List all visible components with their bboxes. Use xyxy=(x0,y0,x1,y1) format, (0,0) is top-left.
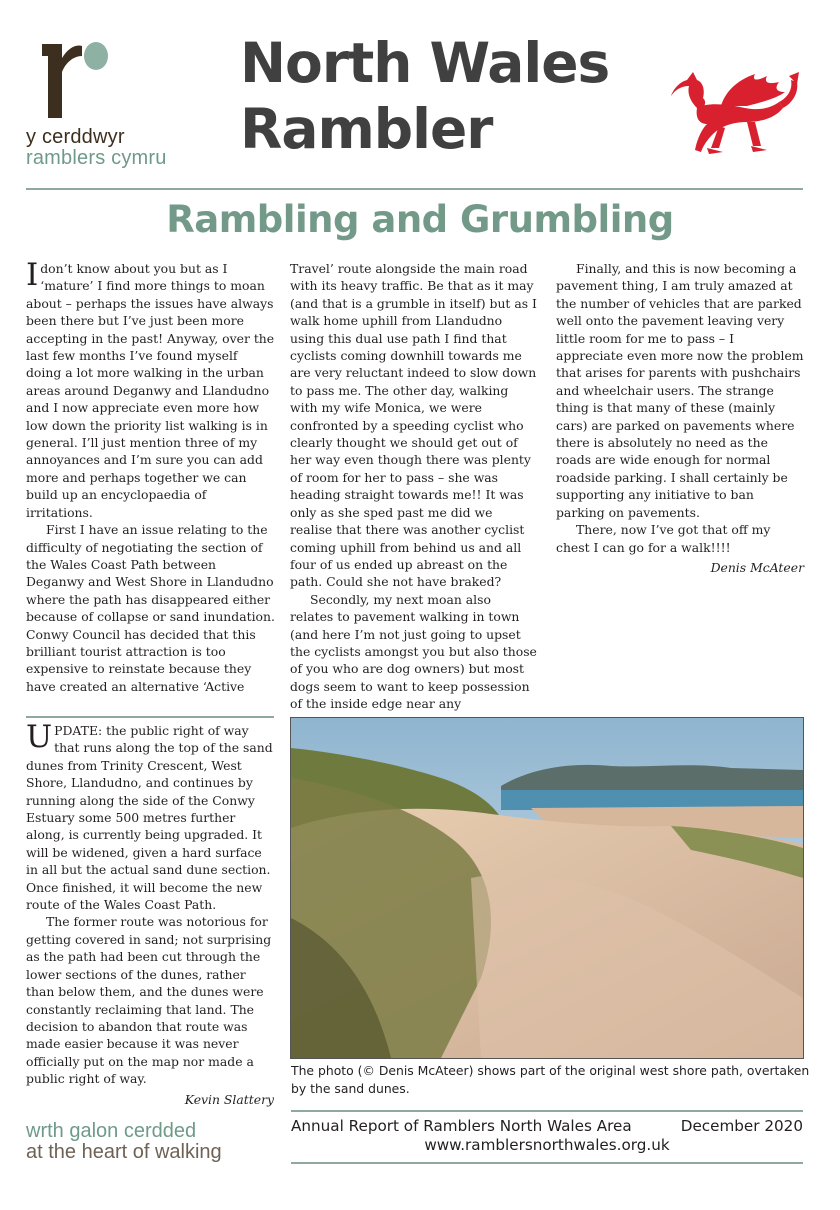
footer-website-link[interactable]: www.ramblersnorthwales.org.uk xyxy=(424,1136,670,1154)
article-paragraph-4: Finally, and this is now becoming a pavement thing, I am truly amazed at the number of vehicles that are parked well onto the pavement leaving very little room for me to pass – I appreciate even more now the problem that arises for parents with pushchairs and wheelchair users. The strange thing is that many of these (mainly cars) are parked on pavements where there is absolutely no need as the roads are wide enough for normal roadside parking. I shall certainly be supporting any initiative to ban parking on pavements. xyxy=(556,261,804,520)
dropcap: I xyxy=(26,257,39,293)
ramblers-r-logo-icon xyxy=(38,40,108,120)
update-box xyxy=(26,719,274,1107)
photo-caption: The photo (© Denis McAteer) shows part of the original west shore path, overtaken by the sand dunes. xyxy=(291,1063,810,1096)
footer-top-divider xyxy=(291,1110,803,1112)
update-paragraph-1: UPDATE: the public right of way that runs along the top of the sand dunes from Trinity Crescent, West Shore, Llandudno, and continues by running along the side of the Conwy Estuary some 500 metres further along, is currently being upgraded. It will be widened, given a hard surface in all but the actual sand dune section. Once finished, it will become the new route of the Wales Coast Path. xyxy=(26,719,273,913)
article-author: Denis McAteer xyxy=(710,559,804,575)
footer-report-title: Annual Report of Ramblers North Wales Area xyxy=(291,1117,632,1135)
footer-tagline-welsh: wrth galon cerdded xyxy=(26,1120,197,1142)
footer-date: December 2020 xyxy=(680,1117,803,1135)
update-paragraph-2: The former route was notorious for getting covered in sand; not surprising as the path had been cut through the lower sections of the dunes, rather than below them, and the dunes were constantly reclaiming that land. The decision to abandon that route was made easier because it was never officially put on the map nor made a public right of way. xyxy=(26,914,272,1087)
update-divider xyxy=(26,716,274,718)
masthead-divider xyxy=(26,188,803,190)
update-dropcap: U xyxy=(26,719,53,755)
footer-row xyxy=(291,1117,803,1135)
org-name-welsh: y cerddwyr xyxy=(26,126,125,148)
sand-dunes-photo xyxy=(290,717,804,1059)
footer-tagline-english: at the heart of walking xyxy=(26,1141,222,1163)
article-paragraph-1: Idon’t know about you but as I ‘mature’ I find more things to moan about – perhaps the issues have always been there but I’ve just been more accepting in the past! Anyway, over the last few months I’ve found myself doing a lot more walking in the urban areas around Deganwy and Llandudno and I now appreciate even more how low down the priority list walking is in general. I’ll just mention three of my annoyances and I’m sure you can add more and perhaps together we can build up an encyclopaedia of irritations. xyxy=(26,257,275,520)
article-paragraph-5: There, now I’ve got that off my chest I can go for a walk!!!! xyxy=(556,522,771,555)
newsletter-title xyxy=(240,30,609,162)
title-line-1: North Wales xyxy=(240,31,610,95)
footer-info xyxy=(291,1117,803,1154)
article-headline: Rambling and Grumbling xyxy=(166,198,674,241)
article-column-1 xyxy=(26,257,276,702)
article-paragraph-2: First I have an issue relating to the difficulty of negotiating the section of the Wales Coast Path between Deganwy and West Shore in Llandudno where the path has disappeared either because of collapse or sand inundation. Conwy Council has decided that this brilliant tourist attraction is too expensive to reinstate because they have created an alternative ‘Active xyxy=(26,522,275,694)
welsh-dragon-icon xyxy=(667,68,803,166)
footer-bottom-divider xyxy=(291,1162,803,1164)
title-line-2: Rambler xyxy=(240,97,493,161)
article-column-2 xyxy=(290,260,538,712)
update-author: Kevin Slattery xyxy=(184,1091,274,1107)
article-paragraph-2-continued: Travel’ route alongside the main road with its heavy traffic. Be that as it may (and that is a grumble in itself) but as I walk home uphill from Llandudno using this dual use path I find that cyclists coming downhill towards me are very reluctant indeed to slow down to pass me. The other day, walking with my wife Monica, we were confronted by a speeding cyclist who clearly thought we should get out of her way even though there was plenty of room for her to pass – she was heading straight towards me!! It was only as she sped past me did we realise that there was another cyclist coming uphill from behind us and all four of us ended up abreast on the path. Could she not have braked? xyxy=(290,261,537,590)
article-paragraph-3: Secondly, my next moan also relates to pavement walking in town (and here I’m not just going to upset the cyclists amongst you but also those of you who are dog owners) but most dogs seem to want to keep possession of the inside edge near any xyxy=(290,591,537,712)
article-column-3 xyxy=(556,260,804,692)
org-name-english: ramblers cymru xyxy=(26,147,167,169)
